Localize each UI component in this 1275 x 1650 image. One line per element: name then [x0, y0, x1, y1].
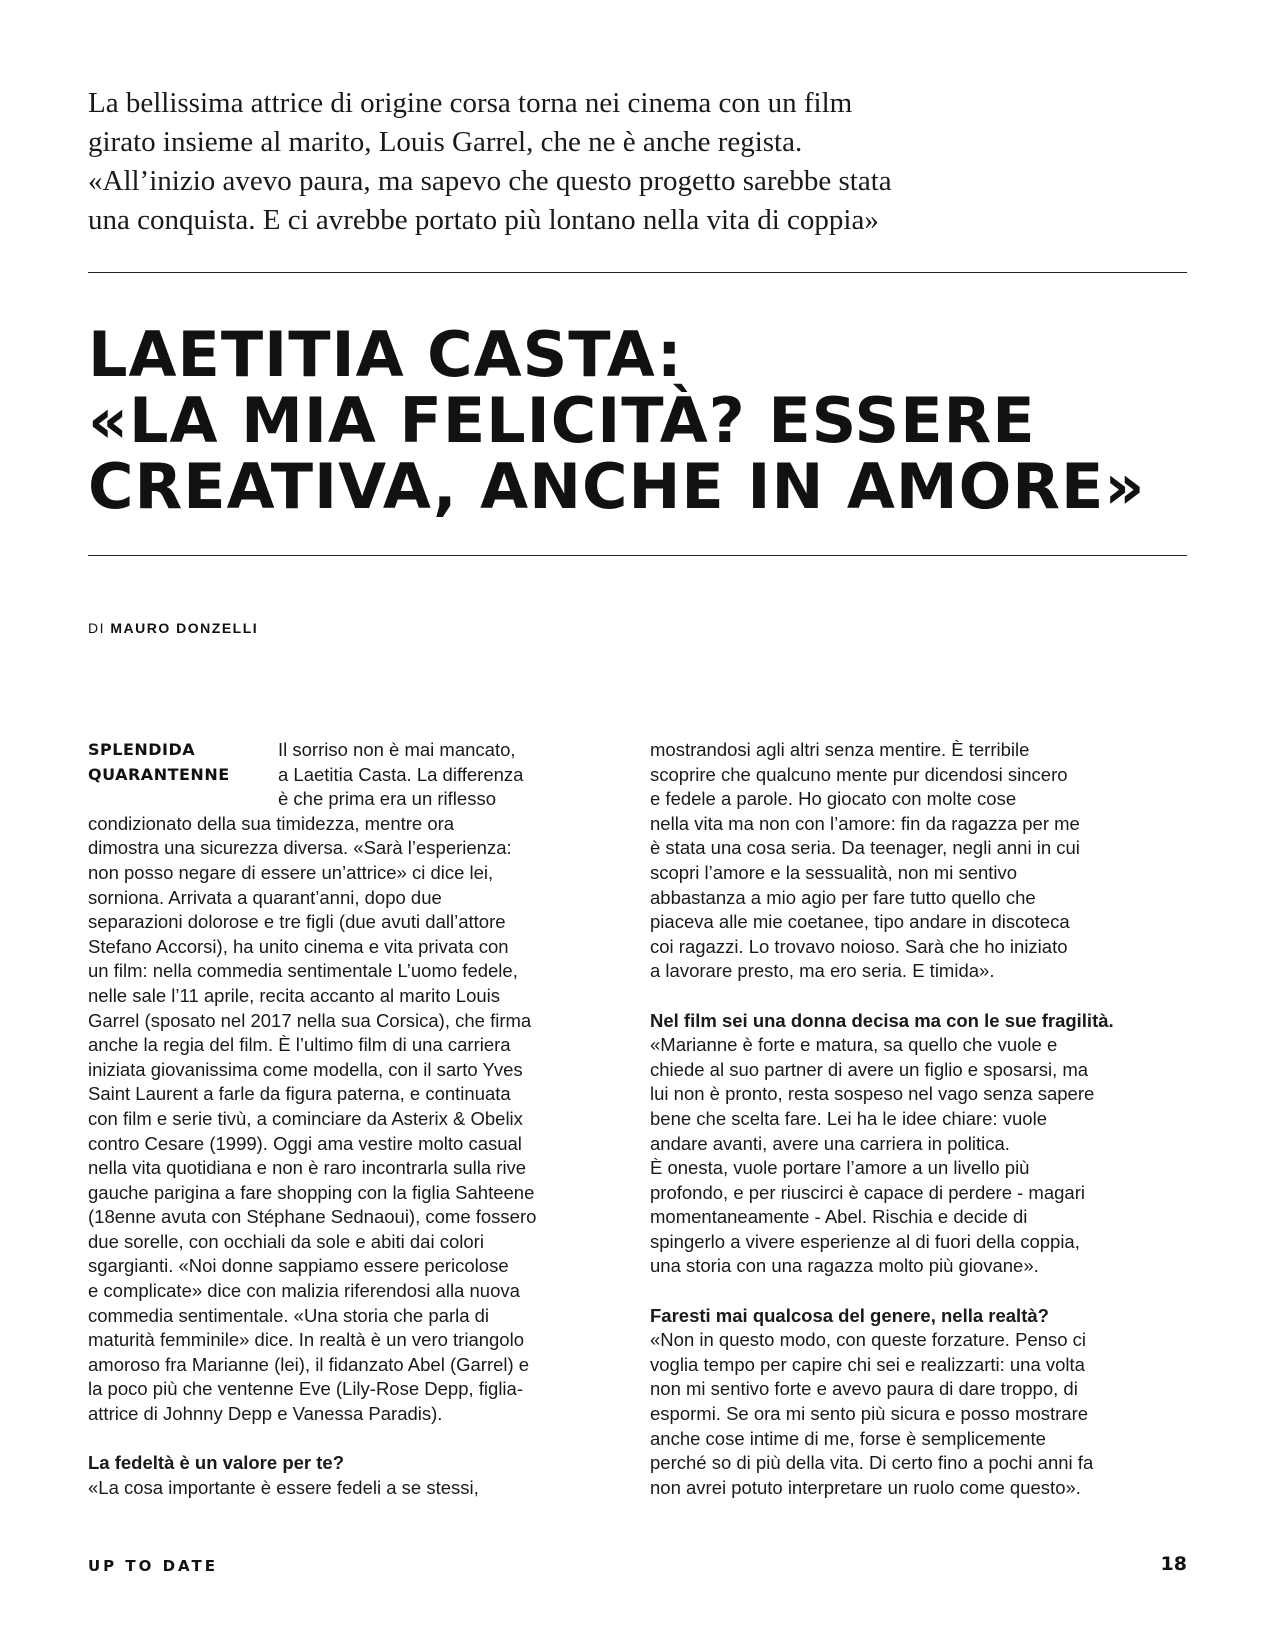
text-line: maturità femminile» dice. In realtà è un vero triangolo [88, 1329, 524, 1351]
text-line: una storia con una ragazza molto più giovane». [650, 1255, 1039, 1277]
text-line: anche la regia del film. È l’ultimo film di una carriera [88, 1034, 511, 1056]
text-line: dimostra una sicurezza diversa. «Sarà l’esperienza: [88, 837, 512, 859]
question-heading: La fedeltà è un valore per te? [88, 1452, 344, 1474]
text-line: nelle sale l’11 aprile, recita accanto al marito Louis [88, 984, 501, 1006]
answer-paragraph [650, 1033, 1190, 1279]
text-line: «Non in questo modo, con queste forzature. Penso ci [650, 1329, 1087, 1351]
lead-paragraph [88, 738, 598, 1427]
text-line: nella vita quotidiana e non è raro incontrarla sulla rive [88, 1157, 527, 1179]
article-headline [88, 318, 1208, 523]
text-line: coi ragazzi. Lo trovavo noioso. Sarà che ho iniziato [650, 935, 1068, 957]
text-line: amoroso fra Marianne (lei), il fidanzato Abel (Garrel) e [88, 1353, 530, 1375]
top-divider [88, 272, 1187, 273]
text-line: scopri l’amore e la sessualità, non mi sentivo [650, 861, 1018, 883]
question-heading: Nel film sei una donna decisa ma con le sue fragilità. [650, 1009, 1114, 1031]
text-line: mostrandosi agli altri senza mentire. È terribile [650, 739, 1030, 760]
text-line: abbastanza a mio agio per fare tutto quello che [650, 886, 1036, 908]
text-line: Stefano Accorsi), ha unito cinema e vita privata con [88, 935, 509, 957]
text-line: bene che scelta fare. Lei ha le idee chiare: vuole [650, 1107, 1047, 1129]
byline [88, 620, 258, 636]
text-line: iniziata giovanissima come modella, con il sarto Yves [88, 1058, 523, 1080]
text-line: è stata una cosa seria. Da teenager, negli anni in cui [650, 837, 1080, 859]
page-number: 18 [1160, 1553, 1187, 1575]
text-line: lui non è pronto, resta sospeso nel vago senza sapere [650, 1083, 1095, 1105]
text-line: non posso negare di essere un’attrice» ci dice lei, [88, 861, 494, 883]
text-line: «La cosa importante è essere fedeli a se stessi, [88, 1476, 479, 1498]
text-line: nella vita ma non con l’amore: fin da ragazza per me [650, 812, 1080, 834]
text-line: separazioni dolorose e tre figli (due avuti dall’attore [88, 911, 506, 933]
text-line: Garrel (sposato nel 2017 nella sua Corsica), che firma [88, 1009, 532, 1031]
footer-section-label: UP TO DATE [88, 1557, 218, 1575]
text-line: Saint Laurent a farle da figura paterna, e continuata [88, 1083, 511, 1105]
text-line: è che prima era un riflesso [278, 788, 496, 810]
text-line: voglia tempo per capire chi sei e realizzarti: una volta [650, 1353, 1085, 1375]
headline-line: «LA MIA FELICITÀ? ESSERE [88, 384, 1036, 457]
text-line: la poco più che ventenne Eve (Lily-Rose Depp, figlia- [88, 1378, 523, 1400]
text-line: andare avanti, avere una carriera in politica. [650, 1132, 1010, 1154]
question-heading: Faresti mai qualcosa del genere, nella realtà? [650, 1304, 1049, 1326]
lead-label-line: SPLENDIDA [88, 740, 196, 759]
headline-line: LAETITIA CASTA: [88, 318, 683, 391]
text-line: attrice di Johnny Depp e Vanessa Paradis). [88, 1403, 443, 1425]
text-line: spingerlo a vivere esperienze al di fuori della coppia, [650, 1230, 1080, 1252]
deck-line: girato insieme al marito, Louis Garrel, che ne è anche regista. [88, 126, 803, 158]
bottom-divider [88, 555, 1187, 556]
text-line: sorniona. Arrivata a quarant’anni, dopo due [88, 886, 442, 908]
deck-line: una conquista. E ci avrebbe portato più lontano nella vita di coppia» [88, 204, 879, 236]
body-column-left [88, 738, 598, 1500]
text-line: commedia sentimentale. «Una storia che parla di [88, 1304, 490, 1326]
answer-paragraph [650, 738, 1190, 984]
text-line: non avrei potuto interpretare un ruolo come questo». [650, 1476, 1081, 1498]
text-line: a Laetitia Casta. La differenza [278, 763, 524, 785]
text-line: con film e serie tivù, a cominciare da Asterix & Obelix [88, 1107, 523, 1129]
text-line: «Marianne è forte e matura, sa quello che vuole e [650, 1034, 1058, 1056]
text-line: a lavorare presto, ma ero seria. E timida». [650, 960, 995, 982]
paragraph-gap [88, 1427, 598, 1452]
headline-line: CREATIVA, ANCHE IN AMORE» [88, 450, 1146, 523]
text-line: È onesta, vuole portare l’amore a un livello più [650, 1157, 1030, 1179]
text-line: scoprire che qualcuno mente pur dicendosi sincero [650, 763, 1068, 785]
text-line: anche cose intime di me, forse è semplicemente [650, 1427, 1046, 1449]
deck-line: «All’inizio avevo paura, ma sapevo che questo progetto sarebbe stata [88, 165, 892, 197]
text-line: e complicate» dice con malizia riferendosi alla nuova [88, 1280, 520, 1302]
paragraph-gap [650, 1279, 1190, 1304]
text-line: non mi sentivo forte e avevo paura di dare troppo, di [650, 1378, 1078, 1400]
text-line: sgargianti. «Noi donne sappiamo essere pericolose [88, 1255, 509, 1277]
paragraph-gap [650, 984, 1190, 1009]
text-line: contro Cesare (1999). Oggi ama vestire molto casual [88, 1132, 522, 1154]
body-column-right [650, 738, 1190, 1500]
text-line: momentaneamente - Abel. Rischia e decide di [650, 1206, 1028, 1228]
text-line: condizionato della sua timidezza, mentre ora [88, 812, 455, 834]
text-line: espormi. Se ora mi sento più sicura e posso mostrare [650, 1403, 1089, 1425]
byline-prefix: DI [88, 620, 105, 636]
text-line: due sorelle, con occhiali da sole e abiti dai colori [88, 1230, 484, 1252]
text-line: profondo, e per riuscirci è capace di perdere - magari [650, 1181, 1085, 1203]
text-line: Il sorriso non è mai mancato, [278, 739, 516, 760]
text-line: gauche parigina a fare shopping con la figlia Sahteene [88, 1181, 535, 1203]
lead-label-line: QUARANTENNE [88, 764, 230, 784]
text-line: perché so di più della vita. Di certo fino a pochi anni fa [650, 1452, 1094, 1474]
text-line: (18enne avuta con Stéphane Sednaoui), come fossero [88, 1206, 537, 1228]
answer-paragraph [650, 1328, 1190, 1500]
text-line: un film: nella commedia sentimentale L’uomo fedele, [88, 960, 518, 982]
lead-label [88, 738, 278, 788]
article-deck [88, 84, 988, 240]
text-line: piaceva alle mie coetanee, tipo andare in discoteca [650, 911, 1070, 933]
deck-line: La bellissima attrice di origine corsa torna nei cinema con un film [88, 87, 853, 119]
text-line: e fedele a parole. Ho giocato con molte cose [650, 788, 1017, 810]
text-line: chiede al suo partner di avere un figlio e sposarsi, ma [650, 1058, 1089, 1080]
byline-author: MAURO DONZELLI [110, 620, 259, 636]
